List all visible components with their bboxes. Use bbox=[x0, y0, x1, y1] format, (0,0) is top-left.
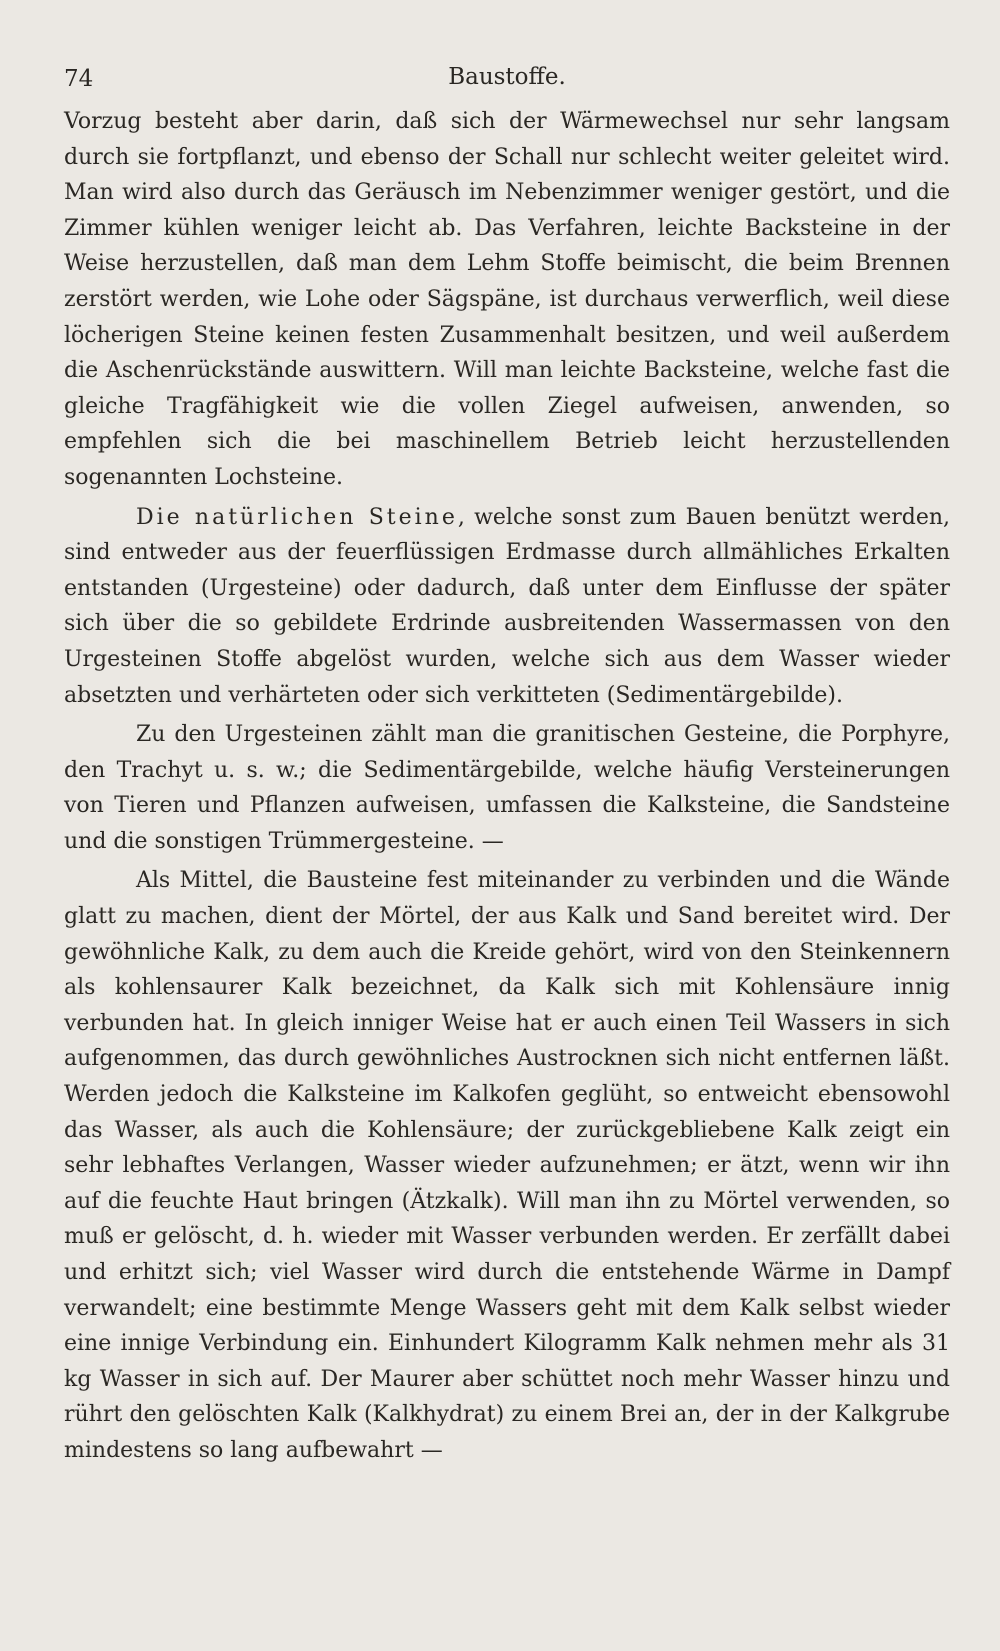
paragraph-continuation: Vorzug besteht aber darin, daß sich der Wärmewechsel nur sehr langsam durch sie fortpflanzt, und ebenso der Schall nur schlecht weiter geleitet wird. Man wird also durch das Geräusch im Nebenzimmer weniger gestört, und die Zimmer kühlen weniger leicht ab. Das Verfahren, leichte Backsteine in der Weise herzustellen, daß man dem Lehm Stoffe beimischt, die beim Brennen zerstört werden, wie Lohe oder Sägspäne, ist durchaus verwerflich, weil diese löcherigen Steine keinen festen Zusammenhalt besitzen, und weil außerdem die Aschenrückstände auswittern. Will man leichte Backsteine, welche fast die gleiche Tragfähigkeit wie die vollen Ziegel aufweisen, anwenden, so empfehlen sich die bei maschinellem Betrieb leicht herzustellenden sogenannten Lochsteine. bbox=[64, 109, 950, 490]
paragraph-natural-stones bbox=[64, 500, 950, 714]
emphasis-lead: Die natürlichen Steine bbox=[136, 504, 458, 530]
paragraph-mortar: Als Mittel, die Bausteine fest miteinander zu verbinden und die Wände glatt zu machen, dient der Mörtel, der aus Kalk und Sand bereitet wird. Der gewöhnliche Kalk, zu dem auch die Kreide gehört, wird von den Steinkennern als kohlensaurer Kalk bezeichnet, da Kalk sich mit Kohlensäure innig verbunden hat. In gleich inniger Weise hat er auch einen Teil Wassers in sich aufgenommen, das durch gewöhnliches Austrocknen sich nicht entfernen läßt. Werden jedoch die Kalksteine im Kalkofen geglüht, so entweicht ebensowohl das Wasser, als auch die Kohlensäure; der zurückgebliebene Kalk zeigt ein sehr lebhaftes Verlangen, Wasser wieder aufzunehmen; er ätzt, wenn wir ihn auf die feuchte Haut bringen (Ätzkalk). Will man ihn zu Mörtel verwenden, so muß er gelöscht, d. h. wieder mit Wasser verbunden werden. Er zerfällt dabei und erhitzt sich; viel Wasser wird durch die entstehende Wärme in Dampf verwandelt; eine bestimmte Menge Wassers geht mit dem Kalk selbst wieder eine innige Verbindung ein. Einhundert Kilogramm Kalk nehmen mehr als 31 kg Wasser in sich auf. Der Maurer aber schüttet noch mehr Wasser hinzu und rührt den gelöschten Kalk (Kalkhydrat) zu einem Brei an, der in der Kalkgrube mindestens so lang aufbewahrt — bbox=[64, 868, 950, 1463]
paragraph-body: , welche sonst zum Bauen benützt werden, sind entweder aus der feuerflüssigen Erdmasse durch allmähliches Erkalten entstanden (Urgesteine) oder dadurch, daß unter dem Einflusse der später sich über die so gebildete Erdrinde ausbreitenden Wassermassen von den Urgesteinen Stoffe abgelöst wurden, welche sich aus dem Wasser wieder absetzten und verhärteten oder sich verkitteten (Sedimentärgebilde). bbox=[64, 504, 950, 708]
page-number: 74 bbox=[64, 66, 94, 92]
page-header bbox=[64, 60, 950, 94]
paragraph-primary-rocks: Zu den Urgesteinen zählt man die granitischen Gesteine, die Porphyre, den Trachyt u. s. w.; die Sedimentärgebilde, welche häufig Versteinerungen von Tieren und Pflanzen aufweisen, umfassen die Kalksteine, die Sandsteine und die sonstigen Trümmergesteine. — bbox=[64, 722, 950, 854]
running-head: Baustoffe. bbox=[448, 64, 566, 90]
